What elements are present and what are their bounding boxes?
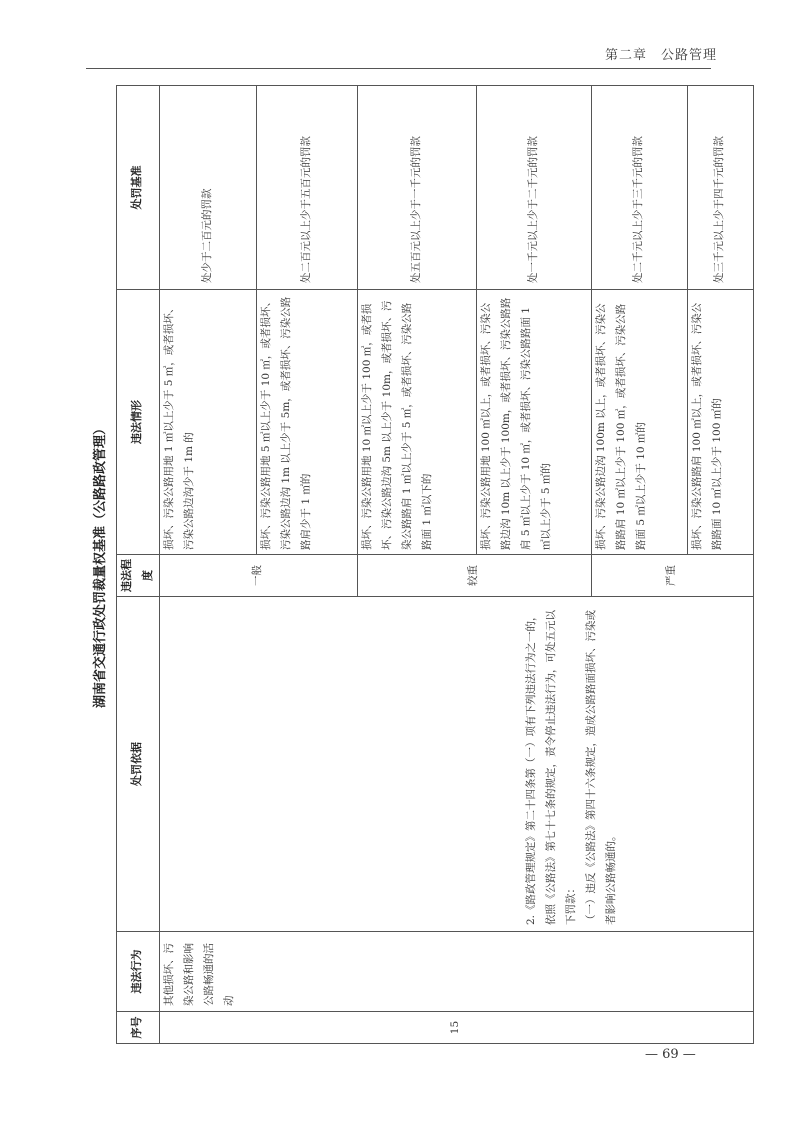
degree-general: 一般: [159, 555, 357, 597]
penalty-cell: [256, 86, 357, 290]
header-rule: [86, 68, 711, 69]
penalty-text: 处三千元以上少于四千元的罚款: [713, 136, 726, 283]
penalty-basis: [159, 597, 753, 932]
row-number: 15: [159, 1012, 753, 1044]
violation-act-text: 其他损坏、污染公路和影响公路畅通的活动: [162, 943, 235, 1006]
penalty-cell: [476, 86, 591, 290]
penalty-cell: [159, 86, 256, 290]
page-number: — 69 —: [645, 1047, 696, 1062]
col-header-act: 违法行为: [117, 932, 160, 1012]
table-header-row: [117, 86, 160, 1044]
penalty-standard-table: [116, 85, 754, 1044]
penalty-text: 处二百元以上少于五百元的罚款: [299, 136, 312, 283]
col-header-no: 序号: [117, 1012, 160, 1044]
penalty-cell: [357, 86, 476, 290]
col-header-situation: 违法情形: [117, 290, 160, 555]
penalty-text: 处二千元以上少于三千元的罚款: [632, 136, 645, 283]
table-row: [159, 86, 256, 1044]
rotated-table-region: [86, 86, 726, 1044]
situation-text: 损坏、污染公路路肩 100 ㎡以上，或者损坏、污染公路路面 10 ㎡以上少于 100 ㎡的: [690, 302, 723, 550]
degree-severe: 严重: [591, 555, 753, 597]
col-header-penalty: 处罚基准: [117, 86, 160, 290]
situation-cell: [687, 290, 753, 555]
situation-cell: [159, 290, 256, 555]
situation-text: 损坏、污染公路用地 1 ㎡以上少于 5 ㎡，或者损坏、污染公路边沟少于 1m 的: [162, 302, 195, 550]
situation-text: 损坏、污染公路用地 100 ㎡以上，或者损坏、污染公路边沟 10m 以上少于 100m，或者损坏、污染公路路肩 5 ㎡以上少于 10 ㎡，或者损坏、污染公路路面 1 ㎡以上少于 5 ㎡的: [479, 297, 552, 550]
table-title: 湖南省交通行政处罚裁量权基准（公路路政管理）: [93, 422, 108, 709]
col-header-degree: 违法程度: [117, 555, 160, 597]
penalty-text: 处五百元以上少于一千元的罚款: [409, 136, 422, 283]
penalty-cell: [591, 86, 687, 290]
penalty-text: 处一千元以上少于二千元的罚款: [526, 136, 539, 283]
situation-text: 损坏、污染公路边沟 100m 以上，或者损坏、污染公路路肩 10 ㎡以上少于 100 ㎡，或者损坏、污染公路路面 5 ㎡以上少于 10 ㎡的: [594, 303, 647, 550]
penalty-text: 处少于二百元的罚款: [200, 188, 213, 283]
landscape-page: [86, 86, 726, 1044]
col-header-basis: 处罚依据: [117, 597, 160, 932]
situation-cell: [476, 290, 591, 555]
situation-cell: [591, 290, 687, 555]
situation-cell: [256, 290, 357, 555]
chapter-header: 第二章 公路管理: [604, 48, 717, 63]
basis-paragraph-1: 2.《路政管理规定》第二十四条第（一）项有下列违法行为之一的，依照《公路法》第七十七条的规定，责令停止违法行为，可处五元以下罚款：: [524, 610, 577, 925]
penalty-cell: [687, 86, 753, 290]
violation-act: [159, 932, 753, 1012]
situation-cell: [357, 290, 476, 555]
degree-serious: 较重: [357, 555, 591, 597]
basis-paragraph-2: （一）违反《公路法》第四十六条规定，造成公路路面损坏、污染或者影响公路畅通的。: [584, 610, 617, 925]
situation-text: 损坏、污染公路用地 10 ㎡以上少于 100 ㎡，或者损坏、污染公路边沟 5m 以上少于 10m，或者损坏、污染公路路肩 1 ㎡以上少于 5 ㎡，或者损坏、污染公路路面 1 ㎡以下的: [360, 300, 433, 550]
situation-text: 损坏、污染公路用地 5 ㎡以上少于 10 ㎡，或者损坏、污染公路边沟 1m 以上少于 5m，或者损坏、污染公路路肩少于 1 ㎡的: [259, 296, 312, 550]
